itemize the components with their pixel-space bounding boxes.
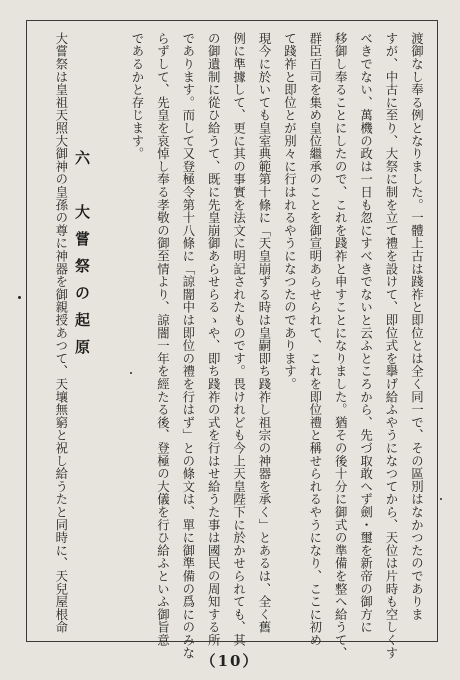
page-number: （10） [200,652,260,670]
text-column: すが、中古に至り、大祭に制を立て禮を設けて、即位式を擧げ給ふやうになつてから、天位は片時も空しくす [384,32,399,660]
text-column: 群臣百司を集め皇位繼承のことを御宣明あらせられて、これを即位禮と稱せられるやうになり、ここに初め [307,32,323,647]
text-column: 大嘗祭は皇祖天照大御神の皇孫の尊に神器を御親授あつて、天壤無窮と祝し給うたと同時に、天兒屋根命 [53,32,69,634]
text-column: であります。而して又登極令第十八條に「諒闇中は即位の禮を行はず」との條文は、單に御準備の爲にのみな [180,32,196,660]
text-column: 渡御なし奉る例となりました。一體上古は踐祚と即位とは全く同一で、その區別はなかつたのでありま [409,32,425,621]
print-speck [440,498,442,500]
print-speck [130,372,132,374]
print-speck [18,296,21,299]
text-column: て踐祚と即位とが別々に行はれるやうになつたのであります。 [282,32,298,391]
text-column: 現今に於いても皇室典範第十條に「天皇崩ずる時は皇嗣即ち踐祚し祖宗の神器を承く」とあるは、全く舊 [257,32,272,634]
text-column: 例に準據して、更に其の事實を法文に明記されたものです。畏けれども今上天皇陛下に於かせられても、其 [231,32,247,647]
section-heading: 六 大嘗祭の起原 [73,150,91,366]
text-column: べきでない、萬機の政は一日も忽にすべきでないと云ふところから、先づ取敢へず劍・璽を新帝の御方に [358,32,374,634]
text-column: の御遺制に從ひ給うて、既に先皇崩御あらせらるゝや、即ち踐祚の式を行はせ給うた事は國民の周知する所 [206,32,222,647]
text-column: 移御し奉ることにしたので、これを踐祚と申すことになりました。猶その後十分に御式の準備を整へ給うて、 [333,32,349,660]
text-column: であるかと存じます。 [130,32,145,160]
text-column: らずして、先皇を哀悼し奉る孝敬の御至情より、諒闇一年を經たる後、登極の大儀を行ひ給ふといふ御旨意 [155,32,171,647]
